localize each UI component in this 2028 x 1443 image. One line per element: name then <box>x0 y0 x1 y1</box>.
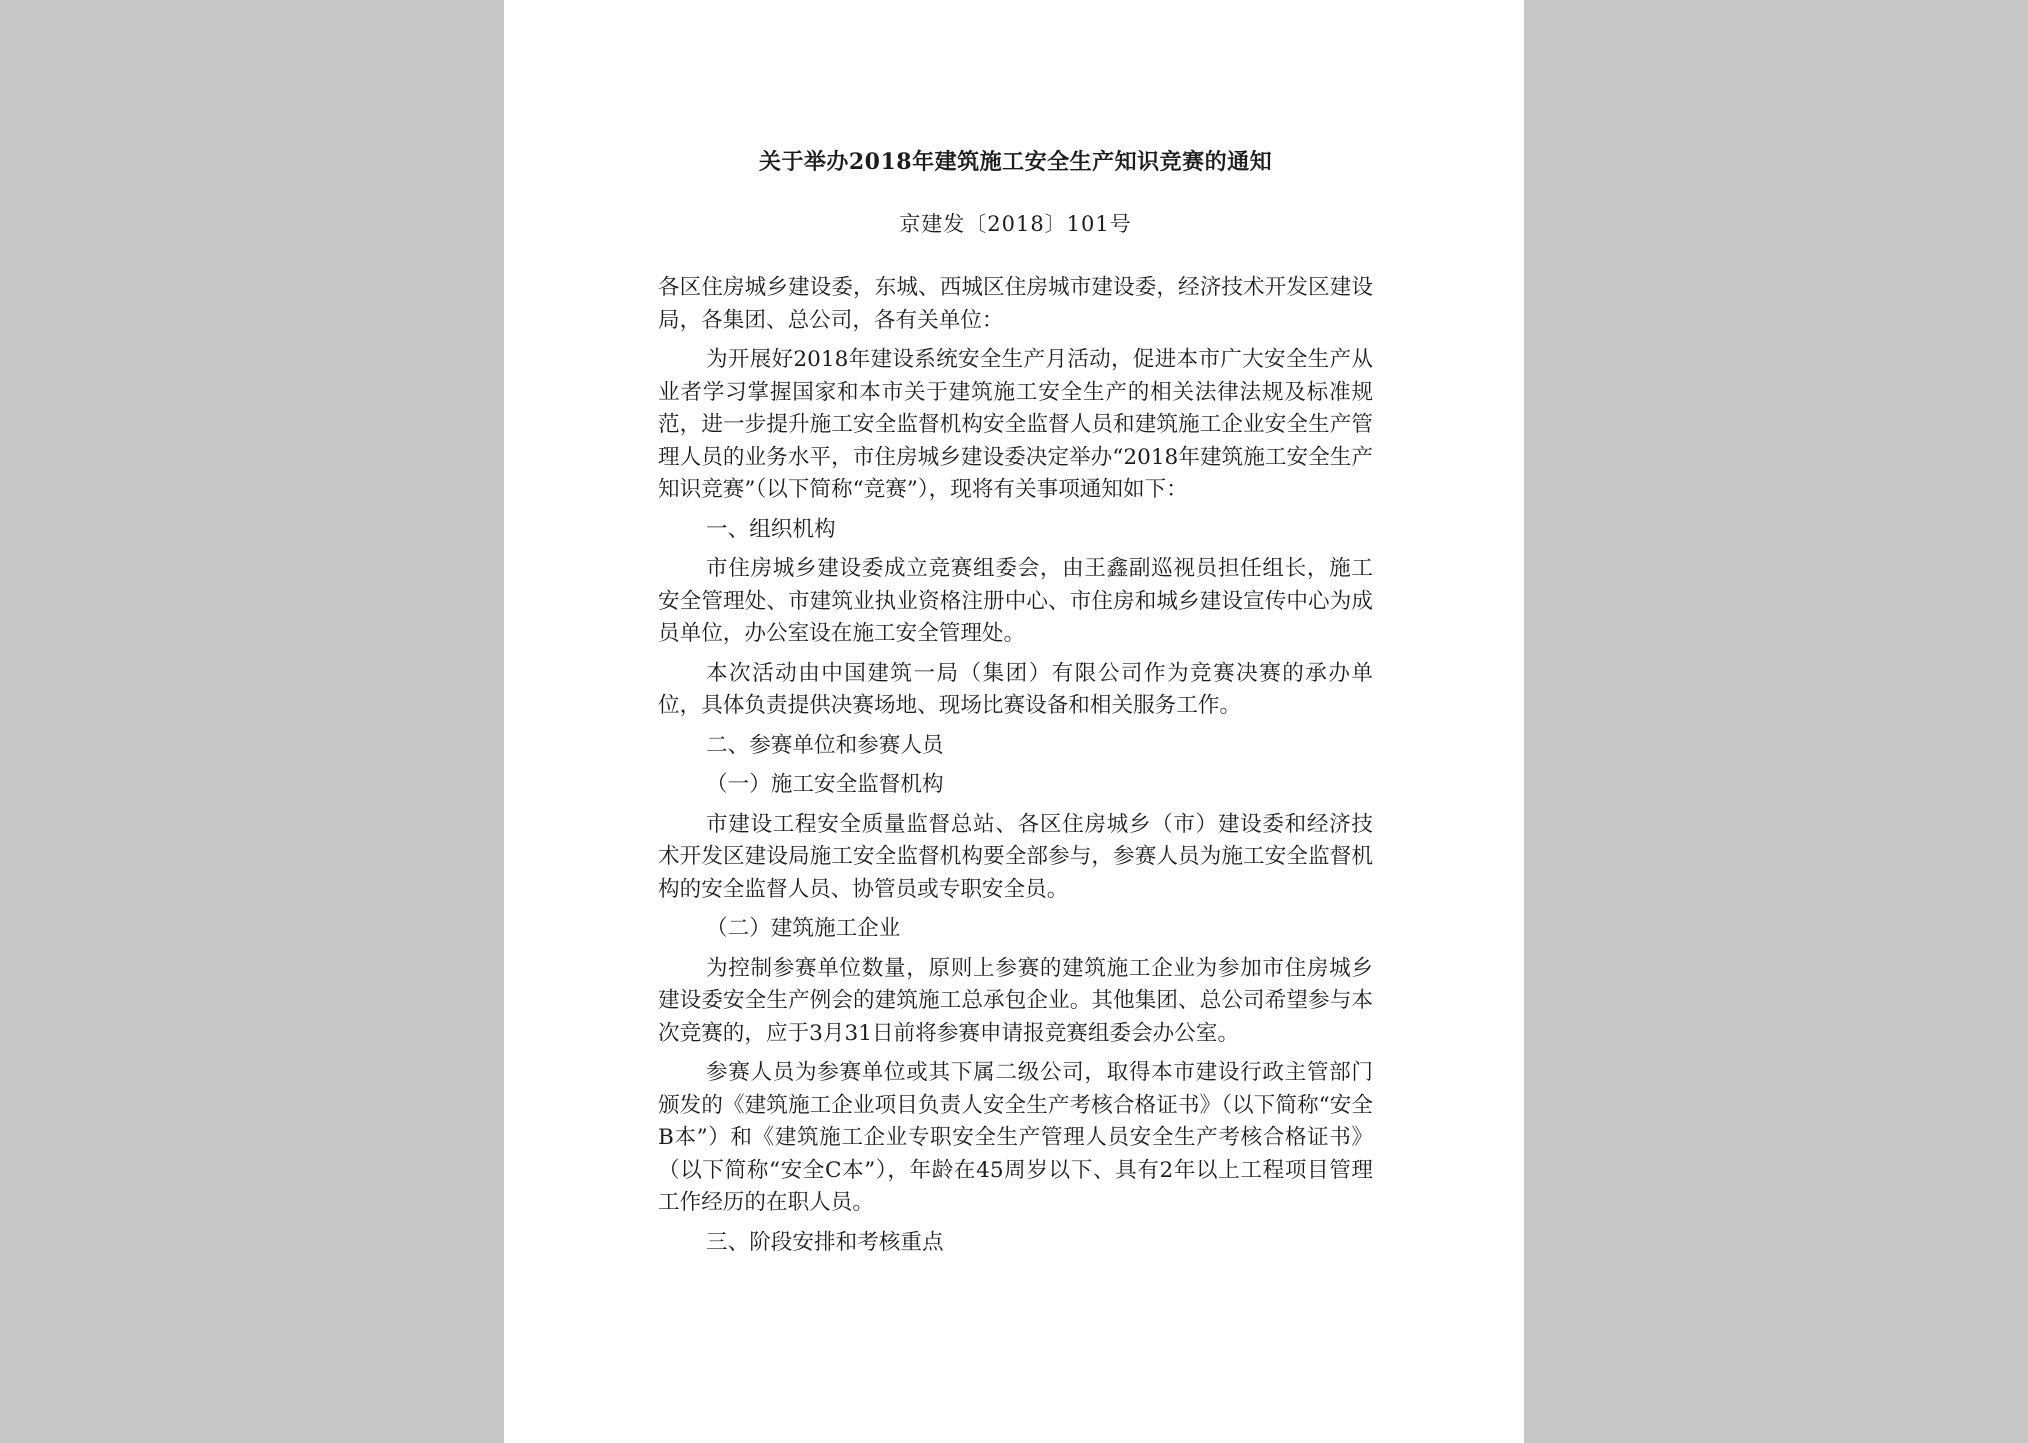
section-heading-organization: 一、组织机构 <box>706 516 836 542</box>
subsection-heading-enterprises: （二）建筑施工企业 <box>706 916 901 941</box>
intro-paragraph: 为开展好2018年建设系统安全生产月活动，促进本市广大安全生产从业者学习掌握国家和本市关于建筑施工安全生产的相关法律法规及标准规范，进一步提升施工安全监督机构安全监督人员和建筑施工企业安全生产管理人员的业务水平，市住房城乡建设委决定举办“2018年建筑施工安全生产知识竞赛”（以下简称“竞赛”），现将有关事项通知如下： <box>658 347 1373 502</box>
subsection-heading-supervision: （一）施工安全监督机构 <box>706 772 944 797</box>
document-content <box>658 145 1373 1266</box>
document-body <box>658 272 1373 1259</box>
document-number: 京建发〔2018〕101号 <box>899 212 1132 236</box>
section-heading-schedule: 三、阶段安排和考核重点 <box>706 1229 944 1255</box>
organization-paragraph-1: 市住房城乡建设委成立竞赛组委会，由王鑫副巡视员担任组长，施工安全管理处、市建筑业执业资格注册中心、市住房和城乡建设宣传中心为成员单位，办公室设在施工安全管理处。 <box>658 556 1373 646</box>
enterprises-paragraph-1: 为控制参赛单位数量，原则上参赛的建筑施工企业为参加市住房城乡建设委安全生产例会的建筑施工总承包企业。其他集团、总公司希望参与本次竞赛的，应于3月31日前将参赛申请报竞赛组委会办公室。 <box>658 955 1373 1046</box>
addressee-paragraph: 各区住房城乡建设委，东城、西城区住房城市建设委，经济技术开发区建设局，各集团、总公司，各有关单位： <box>658 275 1373 333</box>
section-heading-participants: 二、参赛单位和参赛人员 <box>706 732 944 758</box>
organization-paragraph-2: 本次活动由中国建筑一局（集团）有限公司作为竞赛决赛的承办单位，具体负责提供决赛场地、现场比赛设备和相关服务工作。 <box>658 660 1373 718</box>
document-title: 关于举办2018年建筑施工安全生产知识竞赛的通知 <box>758 149 1273 175</box>
supervision-paragraph: 市建设工程安全质量监督总站、各区住房城乡（市）建设委和经济技术开发区建设局施工安全监督机构要全部参与，参赛人员为施工安全监督机构的安全监督人员、协管员或专职安全员。 <box>658 811 1373 902</box>
document-page <box>504 0 1524 1443</box>
enterprises-paragraph-2: 参赛人员为参赛单位或其下属二级公司，取得本市建设行政主管部门颁发的《建筑施工企业项目负责人安全生产考核合格证书》（以下简称“安全B本”）和《建筑施工企业专职安全生产管理人员安全生产考核合格证书》（以下简称“安全C本”），年龄在45周岁以下、具有2年以上工程项目管理工作经历的在职人员。 <box>658 1060 1373 1215</box>
